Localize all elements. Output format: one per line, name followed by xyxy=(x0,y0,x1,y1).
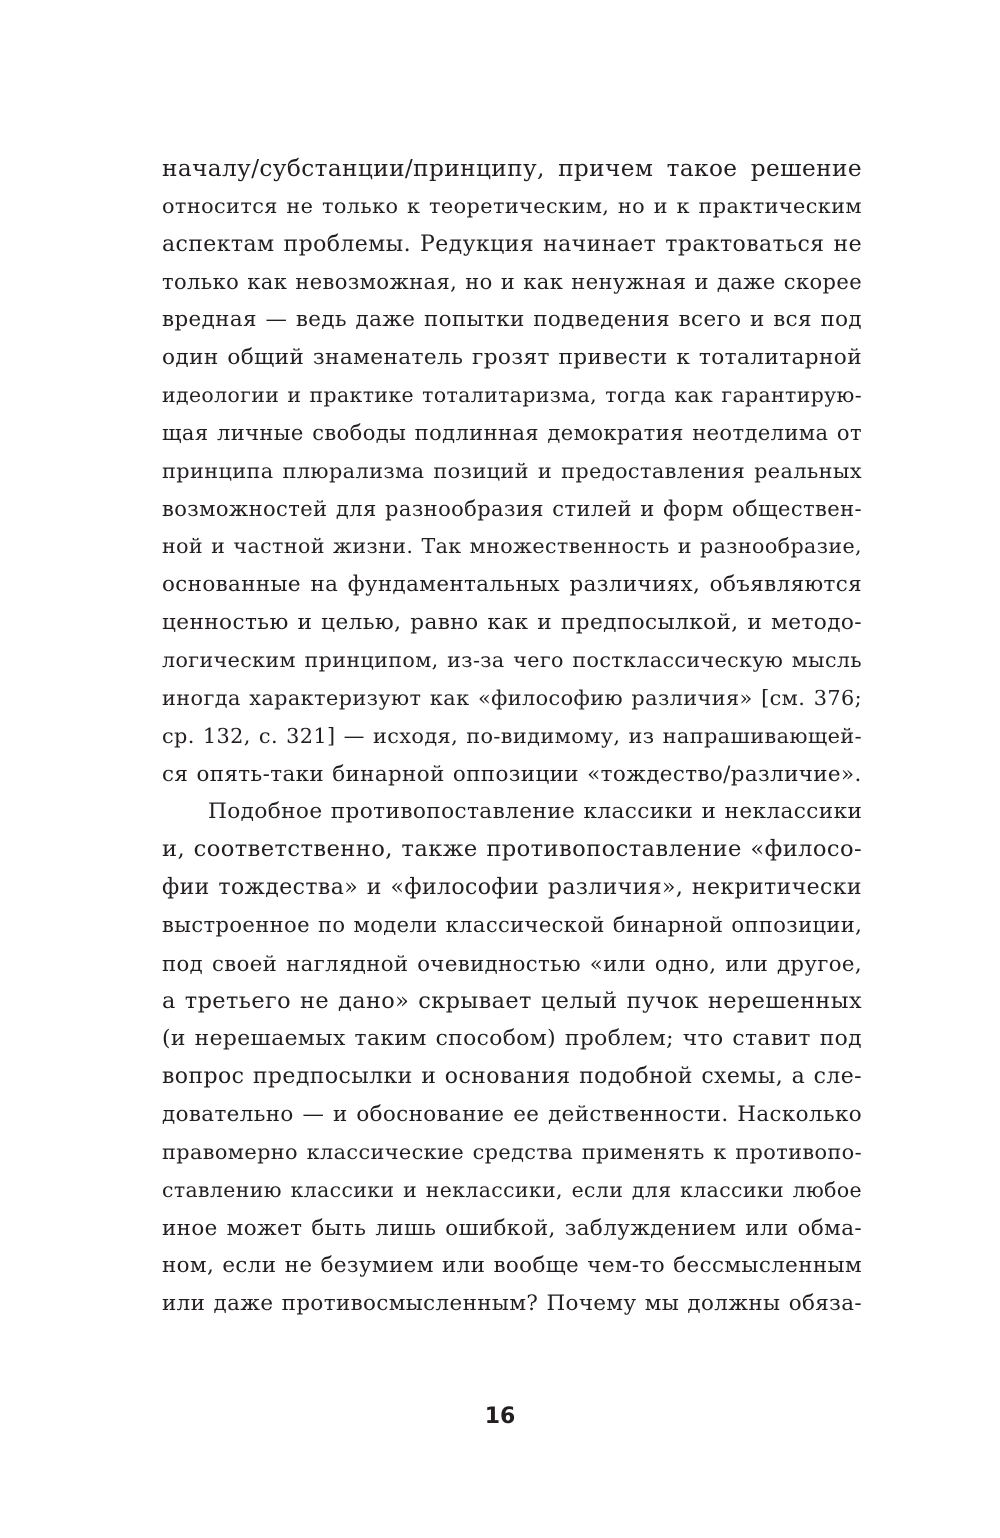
text-line: только как невозможная, но и как ненужная и даже скорее xyxy=(162,269,863,294)
text-line: и, соответственно, также противопоставление «филосо- xyxy=(162,836,862,863)
text-line: ной и частной жизни. Так множественность и разнообразие, xyxy=(162,534,862,559)
text-line: щая личные свободы подлинная демократия неотделима от xyxy=(162,420,862,445)
text-line: довательно — и обоснование ее действенности. Насколько xyxy=(162,1102,862,1128)
text-line: а третьего не дано» скрывает целый пучок нерешенных xyxy=(162,987,862,1014)
text-line: под своей наглядной очевидностью «или одно, или другое, xyxy=(162,950,862,976)
text-line: вредная — ведь даже попытки подведения всего и вся под xyxy=(162,307,862,333)
text-line: один общий знаменатель грозят привести к тоталитарной xyxy=(162,345,862,371)
text-line: началу/субстанции/принципу, причем такое решение xyxy=(162,155,862,182)
text-line: логическим принципом, из-за чего постклассическую мысль xyxy=(162,647,862,672)
text-line: правомерно классические средства применять к противопо- xyxy=(162,1139,862,1164)
text-line: ценностью и целью, равно как и предпосылкой, и методо- xyxy=(162,610,862,636)
body-text xyxy=(162,150,862,1323)
text-line: вопрос предпосылки и основания подобной схемы, а сле- xyxy=(162,1064,862,1090)
paragraph-2 xyxy=(162,793,862,1323)
text-line: выстроенное по модели классической бинарной оппозиции, xyxy=(162,912,863,937)
text-line: принципа плюрализма позиций и предоставления реальных xyxy=(162,458,862,483)
text-line: фии тождества» и «философии различия», некритически xyxy=(162,875,862,901)
text-line: Подобное противопоставление классики и неклассики xyxy=(208,799,863,825)
text-line: идеологии и практике тоталитаризма, тогда как гарантирую- xyxy=(162,383,862,408)
paragraph-1 xyxy=(162,150,862,793)
text-line: ном, если не безумием или вообще чем-то бессмысленным xyxy=(162,1253,863,1279)
text-line: иногда характеризуют как «философию различия» [см. 376; xyxy=(162,685,862,710)
text-line: основанные на фундаментальных различиях, объявляются xyxy=(162,572,862,598)
text-line: иное может быть лишь ошибкой, заблуждением или обма- xyxy=(162,1215,862,1241)
page-number: 16 xyxy=(484,1404,516,1429)
text-line: возможностей для разнообразия стилей и форм обществен- xyxy=(162,496,862,521)
text-line: или даже противосмысленным? Почему мы должны обяза- xyxy=(162,1291,862,1317)
text-line: аспектам проблемы. Редукция начинает трактоваться не xyxy=(162,231,862,257)
text-line: ставлению классики и неклассики, если для классики любое xyxy=(162,1177,862,1202)
text-line: (и нерешаемых таким способом) проблем; что ставит под xyxy=(162,1026,862,1052)
text-line: ся опять-таки бинарной оппозиции «тождество/различие». xyxy=(162,761,862,787)
text-line: относится не только к теоретическим, но и к практическим xyxy=(162,193,862,218)
text-line: ср. 132, с. 321] — исходя, по-видимому, из напрашивающей- xyxy=(162,723,862,748)
